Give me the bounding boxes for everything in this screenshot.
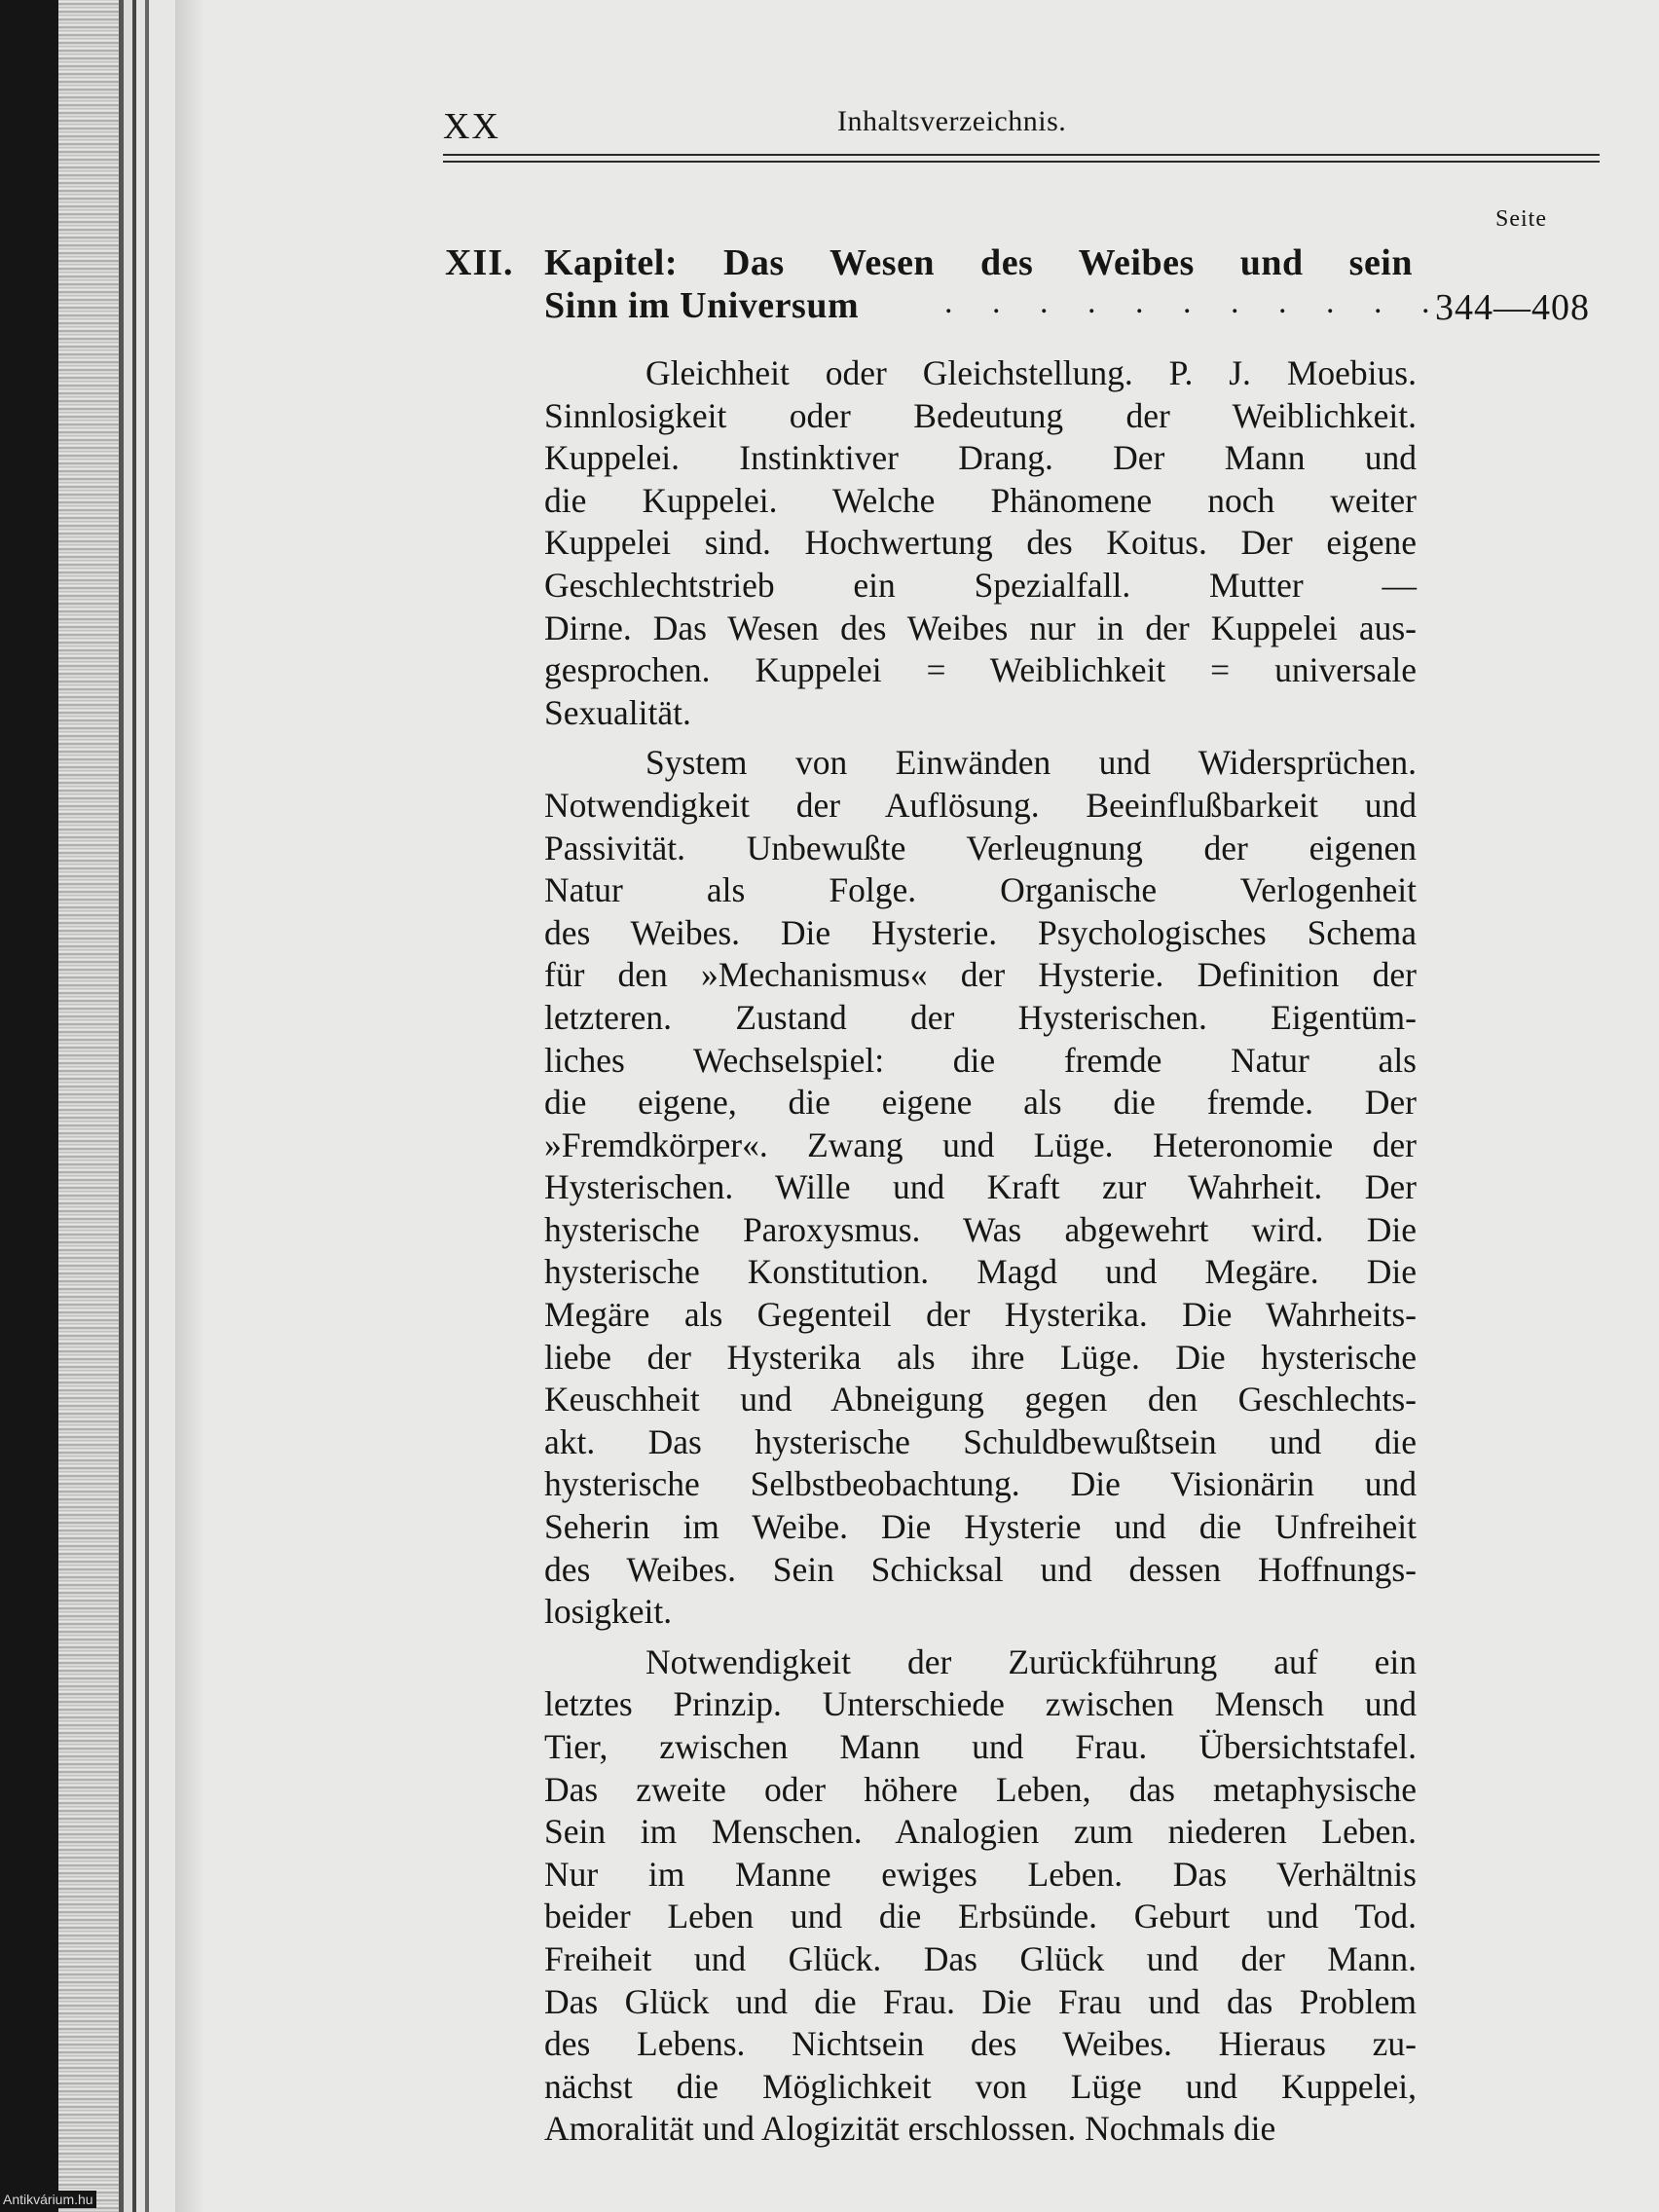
- text-line: für den »Mechanismus« der Hysterie. Definition der: [544, 955, 1417, 995]
- chapter-title-line: Sinn im Universum: [544, 285, 860, 326]
- text-line: Passivität. Unbewußte Verleugnung der eigenen: [544, 828, 1417, 867]
- text-line: hysterische Konstitution. Magd und Megäre. Die: [544, 1252, 1417, 1292]
- text-line: nächst die Möglichkeit von Lüge und Kuppelei,: [544, 2066, 1417, 2106]
- watermark: Antikvárium.hu: [0, 2191, 96, 2208]
- page-edges: [58, 0, 119, 2212]
- text-line: die eigene, die eigene als die fremde. Der: [544, 1083, 1417, 1123]
- running-head: Inhaltsverzeichnis.: [837, 105, 1067, 137]
- text-line: Gleichheit oder Gleichstellung. P. J. Moebius.: [645, 353, 1417, 392]
- chapter-number: XII.: [445, 242, 514, 283]
- text-line: Megäre als Gegenteil der Hysterika. Die Wahrheits-: [544, 1295, 1417, 1335]
- page-edge-lines: [119, 0, 175, 2212]
- text-line: Kuppelei sind. Hochwertung des Koitus. Der eigene: [544, 523, 1417, 563]
- paragraph-gap: [544, 734, 1417, 742]
- text-line: Nur im Manne ewiges Leben. Das Verhältnis: [544, 1854, 1417, 1894]
- text-line: Dirne. Das Wesen des Weibes nur in der Kuppelei aus-: [544, 608, 1417, 647]
- text-line: Tier, zwischen Mann und Frau. Übersichtstafel.: [544, 1727, 1417, 1766]
- header-rule: [443, 154, 1600, 156]
- text-line: des Weibes. Die Hysterie. Psychologisches Schema: [544, 912, 1417, 952]
- gutter-shadow: [175, 0, 204, 2212]
- text-line: »Fremdkörper«. Zwang und Lüge. Heteronomie der: [544, 1124, 1417, 1164]
- chapter-page-range: 344—408: [1435, 287, 1590, 328]
- text-line: die Kuppelei. Welche Phänomene noch weiter: [544, 480, 1417, 520]
- text-line: hysterische Selbstbeobachtung. Die Visionärin und: [544, 1464, 1417, 1504]
- chapter-title-line: Kapitel: Das Wesen des Weibes und sein: [544, 242, 1413, 283]
- page-number: XX: [443, 106, 500, 147]
- text-line: Freiheit und Glück. Das Glück und der Mann.: [544, 1938, 1417, 1978]
- text-line: liches Wechselspiel: die fremde Natur als: [544, 1040, 1417, 1080]
- text-line: Das zweite oder höhere Leben, das metaphysische: [544, 1769, 1417, 1809]
- text-line: Geschlechtstrieb ein Spezialfall. Mutter —: [544, 565, 1417, 605]
- text-line: Natur als Folge. Organische Verlogenheit: [544, 870, 1417, 910]
- text-line: hysterische Paroxysmus. Was abgewehrt wird. Die: [544, 1209, 1417, 1249]
- text-line: letzteren. Zustand der Hysterischen. Eigentüm-: [544, 997, 1417, 1037]
- text-line: Hysterischen. Wille und Kraft zur Wahrheit. Der: [544, 1167, 1417, 1207]
- text-line: Das Glück und die Frau. Die Frau und das Problem: [544, 1981, 1417, 2021]
- text-line: Notwendigkeit der Zurückführung auf ein: [645, 1641, 1417, 1681]
- summary-paragraph: [544, 1641, 1417, 2151]
- summary-paragraph: [544, 742, 1417, 1633]
- text-line: Kuppelei. Instinktiver Drang. Der Mann und: [544, 438, 1417, 478]
- text-line: letztes Prinzip. Unterschiede zwischen Mensch und: [544, 1684, 1417, 1724]
- text-line: Keuschheit und Abneigung gegen den Geschlechts-: [544, 1380, 1417, 1419]
- text-line: gesprochen. Kuppelei = Weiblichkeit = universale: [544, 650, 1417, 690]
- text-line: akt. Das hysterische Schuldbewußtsein und die: [544, 1421, 1417, 1461]
- text-line: System von Einwänden und Widersprüchen.: [645, 743, 1417, 783]
- text-line: losigkeit.: [544, 1592, 673, 1632]
- page-column-label: Seite: [1495, 206, 1547, 232]
- text-line: Sinnlosigkeit oder Bedeutung der Weiblichkeit.: [544, 395, 1417, 435]
- dot-leader: . . . . . . . . . . .: [944, 284, 1446, 320]
- paragraph-gap: [544, 1634, 1417, 1641]
- header-rule: [443, 161, 1600, 163]
- book-binding: [0, 0, 58, 2212]
- text-line: Sein im Menschen. Analogien zum niederen Leben.: [544, 1812, 1417, 1852]
- text-line: Sexualität.: [544, 692, 691, 732]
- text-line: des Lebens. Nichtsein des Weibes. Hieraus zu-: [544, 2024, 1417, 2064]
- text-line: Amoralität und Alogizität erschlossen. Nochmals die: [544, 2109, 1276, 2149]
- text-line: des Weibes. Sein Schicksal und dessen Hoffnungs-: [544, 1549, 1417, 1589]
- text-line: liebe der Hysterika als ihre Lüge. Die hysterische: [544, 1337, 1417, 1377]
- text-line: beider Leben und die Erbsünde. Geburt und Tod.: [544, 1897, 1417, 1936]
- text-line: Notwendigkeit der Auflösung. Beeinflußbarkeit und: [544, 785, 1417, 825]
- summary-paragraph: [544, 352, 1417, 734]
- chapter-summary: [544, 352, 1417, 2151]
- text-line: Seherin im Weibe. Die Hysterie und die Unfreiheit: [544, 1507, 1417, 1547]
